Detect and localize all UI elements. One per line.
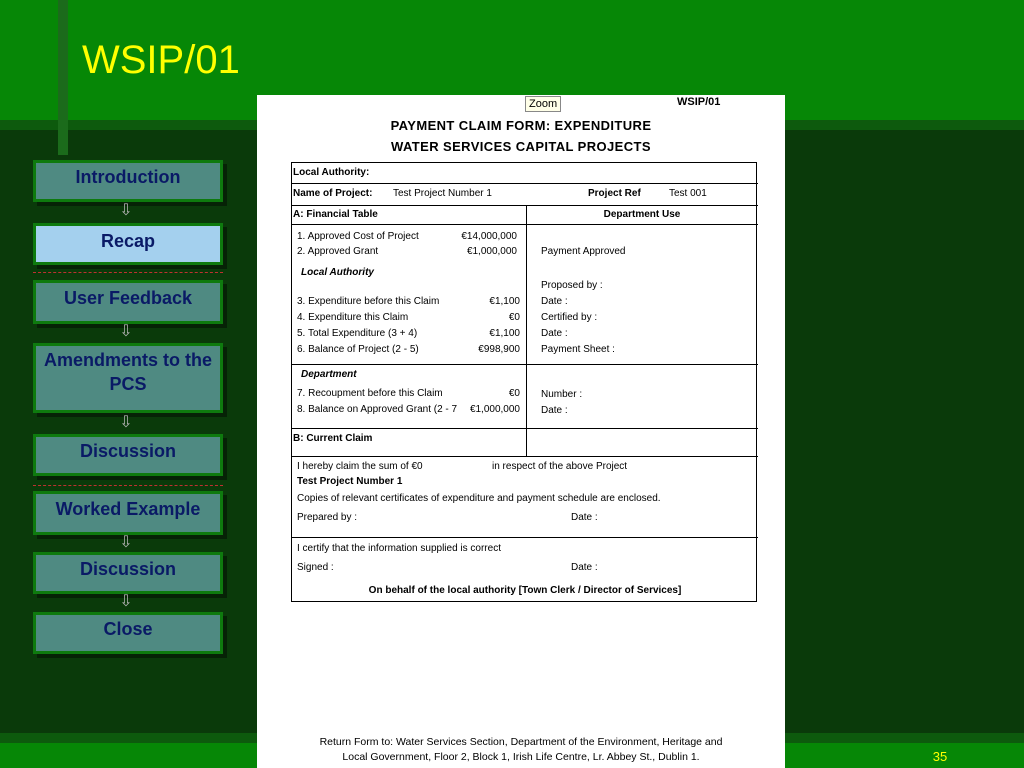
form-title: PAYMENT CLAIM FORM: EXPENDITURE <box>390 118 652 133</box>
section-b-heading: B: Current Claim <box>293 433 373 444</box>
row-value: €14,000,000 <box>461 231 517 242</box>
local-authority-label: Local Authority: <box>293 167 370 178</box>
form-subtitle: WATER SERVICES CAPITAL PROJECTS <box>391 139 651 154</box>
row-divider <box>292 224 758 225</box>
claim-form-table <box>291 162 757 602</box>
on-behalf-text: On behalf of the local authority [Town Clerk / Director of Services] <box>368 585 682 596</box>
nav-label: Discussion <box>79 559 177 579</box>
row-divider <box>292 364 758 365</box>
nav-label: Recap <box>100 231 156 251</box>
signed-label: Signed : <box>297 562 334 573</box>
payment-approved-label: Payment Approved <box>541 246 626 257</box>
prepared-by-label: Prepared by : <box>297 512 358 523</box>
date-label: Date : <box>571 512 598 523</box>
down-arrow-icon: ⇩ <box>119 593 133 610</box>
nav-button-introduction[interactable] <box>33 160 223 202</box>
claim-sum-text: I hereby claim the sum of €0 <box>297 461 423 472</box>
number-label: Number : <box>541 389 583 400</box>
vertical-accent-line <box>58 0 68 155</box>
date-label: Date : <box>541 296 568 307</box>
nav-button-close[interactable] <box>33 612 223 654</box>
project-ref-label: Project Ref <box>588 188 641 199</box>
claim-project-name: Test Project Number 1 <box>297 476 403 487</box>
row-value: €998,900 <box>478 344 520 355</box>
nav-label: Amendments to the PCS <box>43 350 212 394</box>
name-of-project-value: Test Project Number 1 <box>393 188 492 199</box>
row-value: €0 <box>508 388 520 399</box>
department-use-heading: Department Use <box>603 209 681 220</box>
row-divider <box>292 537 758 538</box>
nav-label: Worked Example <box>55 499 201 519</box>
nav-button-recap[interactable] <box>33 223 223 265</box>
section-a-heading: A: Financial Table <box>293 209 378 220</box>
claim-respect-text: in respect of the above Project <box>492 461 628 472</box>
nav-label: Discussion <box>79 441 177 461</box>
row-label: 7. Recoupment before this Claim <box>297 388 443 399</box>
local-authority-heading: Local Authority <box>301 267 374 278</box>
certified-by-label: Certified by : <box>541 312 598 323</box>
copies-text: Copies of relevant certificates of expenditure and payment schedule are enclosed. <box>297 493 661 504</box>
down-arrow-icon: ⇩ <box>119 202 133 219</box>
date-label: Date : <box>541 405 568 416</box>
nav-label: Introduction <box>75 167 181 187</box>
row-divider <box>292 428 758 429</box>
nav-button-discussion-1[interactable] <box>33 434 223 476</box>
nav-button-worked-example[interactable] <box>33 491 223 535</box>
date-label: Date : <box>541 328 568 339</box>
section-divider <box>33 272 223 273</box>
row-label: 2. Approved Grant <box>297 246 379 257</box>
page-number: 35 <box>932 749 948 764</box>
nav-button-discussion-2[interactable] <box>33 552 223 594</box>
department-heading: Department <box>301 369 357 380</box>
slide-title: WSIP/01 <box>82 38 240 82</box>
section-divider <box>33 485 223 486</box>
project-ref-value: Test 001 <box>669 188 707 199</box>
row-label: 4. Expenditure this Claim <box>297 312 409 323</box>
down-arrow-icon: ⇩ <box>119 534 133 551</box>
row-value: €0 <box>508 312 520 323</box>
name-of-project-label: Name of Project: <box>293 188 373 199</box>
footer-line-1: Return Form to: Water Services Section, Department of the Environment, Heritage and <box>319 736 723 748</box>
row-divider <box>292 205 758 206</box>
row-value: €1,100 <box>489 328 520 339</box>
row-divider <box>292 183 758 184</box>
row-value: €1,000,000 <box>466 246 517 257</box>
nav-button-user-feedback[interactable] <box>33 280 223 324</box>
certify-text: I certify that the information supplied is correct <box>297 543 501 554</box>
row-label: 8. Balance on Approved Grant (2 - 7 <box>297 404 458 415</box>
down-arrow-icon: ⇩ <box>119 323 133 340</box>
proposed-by-label: Proposed by : <box>541 280 603 291</box>
payment-sheet-label: Payment Sheet : <box>541 344 615 355</box>
row-label: 6. Balance of Project (2 - 5) <box>297 344 419 355</box>
row-label: 3. Expenditure before this Claim <box>297 296 440 307</box>
row-value: €1,100 <box>489 296 520 307</box>
zoom-button[interactable]: Zoom <box>525 96 561 112</box>
down-arrow-icon: ⇩ <box>119 414 133 431</box>
row-divider <box>292 456 758 457</box>
date-label: Date : <box>571 562 598 573</box>
row-label: 1. Approved Cost of Project <box>297 231 419 242</box>
nav-label: User Feedback <box>63 288 193 308</box>
payment-claim-form-document <box>257 95 785 768</box>
column-divider <box>526 205 527 456</box>
return-address-footer <box>257 735 785 765</box>
document-reference: WSIP/01 <box>677 96 721 108</box>
row-label: 5. Total Expenditure (3 + 4) <box>297 328 418 339</box>
nav-label: Close <box>103 619 153 639</box>
footer-line-2: Local Government, Floor 2, Block 1, Irish Life Centre, Lr. Abbey St., Dublin 1. <box>342 751 700 763</box>
row-value: €1,000,000 <box>469 404 520 415</box>
nav-button-amendments[interactable] <box>33 343 223 413</box>
